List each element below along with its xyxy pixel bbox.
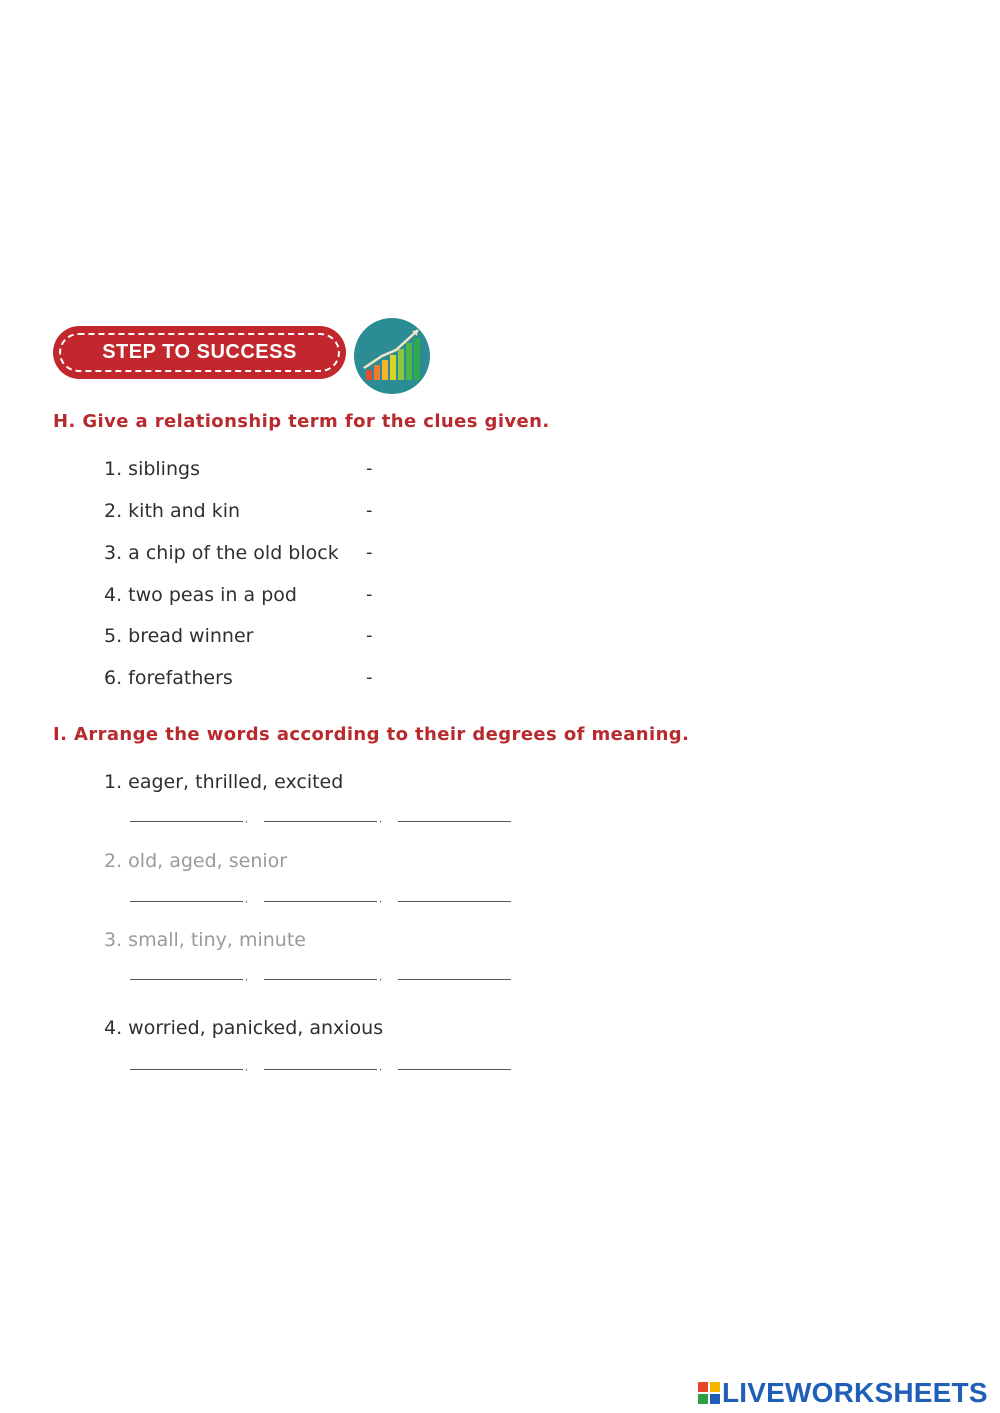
comma: , [245, 1062, 249, 1073]
comma: , [245, 894, 249, 905]
answer-blank[interactable] [398, 821, 511, 822]
arrange-item: 2. old, aged, senior [104, 850, 288, 872]
arrange-item: 1. eager, thrilled, excited [104, 771, 344, 793]
clue-item: 6. forefathers [104, 667, 233, 689]
answer-blank[interactable] [264, 1069, 377, 1070]
growth-chart-icon [352, 316, 432, 396]
answer-blank[interactable] [398, 1069, 511, 1070]
clue-separator: - [366, 542, 373, 563]
clue-separator: - [366, 584, 373, 605]
liveworksheets-logo-icon [698, 1382, 720, 1404]
liveworksheets-logo[interactable]: LIVEWORKSHEETS [722, 1377, 988, 1408]
answer-blank[interactable] [398, 901, 511, 902]
answer-blank[interactable] [130, 901, 243, 902]
answer-blank[interactable] [130, 1069, 243, 1070]
arrange-item: 4. worried, panicked, anxious [104, 1017, 384, 1039]
comma: , [245, 972, 249, 983]
section-h-heading: H. Give a relationship term for the clues given. [53, 411, 550, 432]
clue-separator: - [366, 625, 373, 646]
comma: , [245, 814, 249, 825]
comma: , [379, 894, 383, 905]
clue-item: 4. two peas in a pod [104, 584, 297, 606]
clue-item: 3. a chip of the old block [104, 542, 339, 564]
section-i-heading: I. Arrange the words according to their degrees of meaning. [53, 724, 690, 745]
comma: , [379, 814, 383, 825]
clue-item: 1. siblings [104, 458, 200, 480]
answer-blank[interactable] [264, 901, 377, 902]
clue-item: 5. bread winner [104, 625, 254, 647]
comma: , [379, 972, 383, 983]
answer-blank[interactable] [130, 979, 243, 980]
clue-separator: - [366, 458, 373, 479]
answer-blank[interactable] [398, 979, 511, 980]
answer-blank[interactable] [264, 821, 377, 822]
clue-separator: - [366, 667, 373, 688]
clue-item: 2. kith and kin [104, 500, 241, 522]
step-to-success-banner [53, 326, 346, 379]
comma: , [379, 1062, 383, 1073]
clue-separator: - [366, 500, 373, 521]
answer-blank[interactable] [264, 979, 377, 980]
answer-blank[interactable] [130, 821, 243, 822]
arrange-item: 3. small, tiny, minute [104, 929, 306, 951]
banner-title: STEP TO SUCCESS [102, 341, 297, 363]
